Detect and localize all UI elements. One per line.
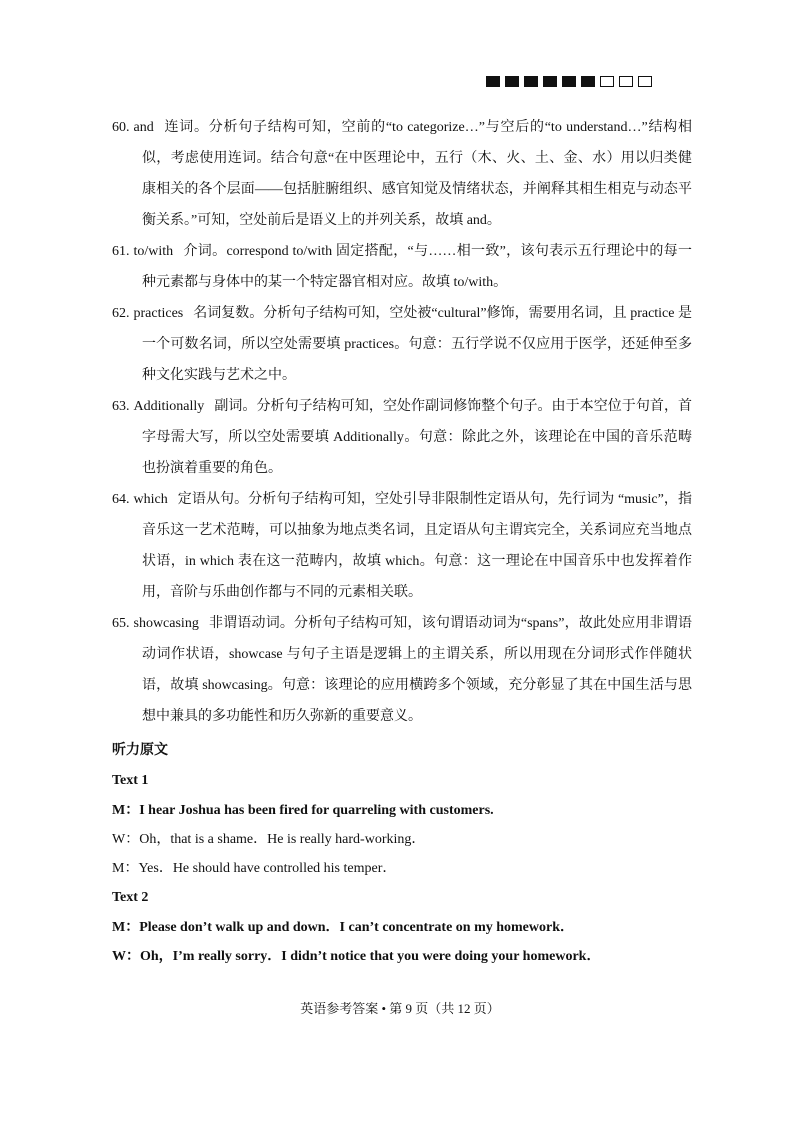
answer-item-64	[112, 484, 692, 608]
dialogue-line	[112, 942, 712, 971]
progress-square	[486, 76, 500, 87]
answer-explanation: 名词复数。分析句子结构可知，空处被“cultural”修饰，需要用名词，且 practice 是一个可数名词，所以空处需要填 practices。句意：五行学说不仅应用于医学，还延伸至多种文化实践与艺术之中。	[142, 306, 692, 383]
listening-heading: 听力原文	[112, 743, 168, 758]
dialogue-line	[112, 796, 712, 825]
answer-word: which	[133, 492, 168, 507]
answer-word: practices	[133, 306, 184, 321]
page-progress-indicator	[486, 76, 652, 87]
answer-item-65	[112, 608, 692, 732]
speaker-label: M：	[112, 861, 139, 876]
answer-word: Additionally	[133, 399, 205, 414]
answer-word: to/with	[133, 244, 174, 259]
speaker-label: M：	[112, 803, 140, 818]
progress-square	[562, 76, 576, 87]
answer-explanation: 介词。correspond to/with 固定搭配，“与……相一致”，该句表示五行理论中的每一种元素都与身体中的某一个特定器官相对应。故填 to/with。	[142, 244, 692, 290]
progress-square	[638, 76, 652, 87]
answer-explanation: 定语从句。分析句子结构可知，空处引导非限制性定语从句，先行词为 “music”，指音乐这一艺术范畴，可以抽象为地点类名词，且定语从句主谓宾完全，关系词应充当地点状语，in which 表在这一范畴内，故填 which。句意：这一理论在中国音乐中也发挥着作用，音阶与乐曲创作都与不同的元素相关联。	[142, 492, 692, 600]
progress-square	[619, 76, 633, 87]
dialogue-line	[112, 913, 712, 942]
answer-word: showcasing	[133, 616, 199, 631]
speaker-label: M：	[112, 920, 140, 935]
answer-item-60	[112, 112, 692, 236]
answer-explanations	[112, 112, 692, 732]
answer-number: 64.	[112, 492, 130, 507]
answer-word: and	[133, 120, 154, 135]
dialogue-content: Yes．He should have controlled his temper．	[138, 861, 397, 876]
dialogue-line	[112, 854, 712, 883]
answer-explanation: 非谓语动词。分析句子结构可知，该句谓语动词为“spans”，故此处应用非谓语动词作状语，showcase 与句子主语是逻辑上的主谓关系，所以用现在分词形式作伴随状语，故填 showcasing。句意：该理论的应用横跨多个领域，充分彰显了其在中国生活与思想中兼具的多功能性和历久弥新的重要意义。	[142, 616, 692, 724]
answer-item-62	[112, 298, 692, 391]
dialogue-line	[112, 825, 712, 854]
answer-number: 62.	[112, 306, 130, 321]
answer-explanation: 连词。分析句子结构可知，空前的“to categorize…”与空后的“to understand…”结构相似，考虑使用连词。结合句意“在中医理论中，五行（木、火、土、金、水）用以归类健康相关的各个层面——包括脏腑组织、感官知觉及情绪状态，并阐释其相生相克与动态平衡关系。”可知，空处前后是语义上的并列关系，故填 and。	[142, 120, 692, 228]
progress-square	[505, 76, 519, 87]
speaker-label: W：	[112, 832, 140, 847]
speaker-label: W：	[112, 949, 140, 964]
dialogue-content: Oh，that is a shame．He is really hard-working．	[139, 832, 426, 847]
progress-square	[543, 76, 557, 87]
answer-number: 65.	[112, 616, 130, 631]
answer-explanation: 副词。分析句子结构可知，空处作副词修饰整个句子。由于本空位于句首，首字母需大写，所以空处需要填 Additionally。句意：除此之外，该理论在中国的音乐范畴也扮演着重要的角色。	[142, 399, 692, 476]
dialogue-content: I hear Joshua has been fired for quarreling with customers.	[139, 803, 494, 818]
answer-number: 63.	[112, 399, 130, 414]
page-footer: 英语参考答案 • 第 9 页（共 12 页）	[300, 1001, 500, 1016]
dialogue-content: Please don’t walk up and down．I can’t concentrate on my homework．	[139, 920, 575, 935]
listening-transcript	[112, 736, 712, 971]
answer-number: 60.	[112, 120, 130, 135]
progress-square	[600, 76, 614, 87]
answer-item-61	[112, 236, 692, 298]
text-title: Text 2	[112, 890, 149, 905]
text-title: Text 1	[112, 773, 149, 788]
dialogue-content: Oh，I’m really sorry．I didn’t notice that you were doing your homework．	[140, 949, 601, 964]
answer-number: 61.	[112, 244, 130, 259]
progress-square	[524, 76, 538, 87]
progress-square	[581, 76, 595, 87]
answer-item-63	[112, 391, 692, 484]
